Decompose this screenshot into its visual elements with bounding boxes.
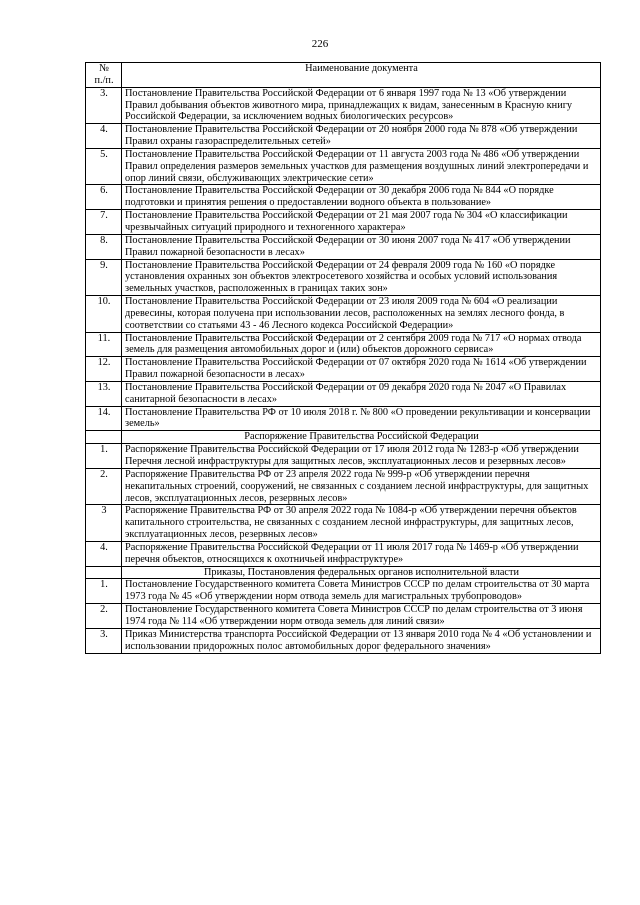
row-number: 2. bbox=[86, 604, 122, 629]
column-header-title: Наименование документа bbox=[122, 63, 601, 88]
section-empty-cell bbox=[86, 431, 122, 444]
document-name: Постановление Правительства Российской Федерации от 09 декабря 2020 года № 2047 «О Правилах санитарной безопасности в лесах» bbox=[122, 381, 601, 406]
column-header-number-label: № п./п. bbox=[94, 63, 114, 86]
group3-body bbox=[86, 579, 601, 653]
row-number: 1. bbox=[86, 444, 122, 469]
document-name: Постановление Государственного комитета Совета Министров СССР по делам строительства от 30 марта 1973 года № 45 «Об утверждении норм отвода земель для магистральных трубопроводов» bbox=[122, 579, 601, 604]
row-number: 6. bbox=[86, 185, 122, 210]
row-number: 7. bbox=[86, 210, 122, 235]
row-number: 9. bbox=[86, 259, 122, 296]
section-empty-cell bbox=[86, 566, 122, 579]
document-name: Постановление Правительства Российской Федерации от 23 июля 2009 года № 604 «О реализации древесины, которая получена при использовании лесов, расположенных на землях лесного фонда, в соответствии со статьями 43 - 46 Лесного кодекса Российской Федерации» bbox=[122, 296, 601, 333]
column-header-number bbox=[86, 63, 122, 88]
row-number: 13. bbox=[86, 381, 122, 406]
row-number: 12. bbox=[86, 357, 122, 382]
table-row bbox=[86, 332, 601, 357]
page-number: 226 bbox=[311, 38, 329, 50]
section2-heading-body bbox=[86, 431, 601, 444]
document-name: Постановление Правительства Российской Федерации от 30 декабря 2006 года № 844 «О порядке подготовки и принятия решения о предоставлении водного объекта в пользование» bbox=[122, 185, 601, 210]
table-row bbox=[86, 259, 601, 296]
document-name: Постановление Правительства Российской Федерации от 21 мая 2007 года № 304 «О классификации чрезвычайных ситуаций природного и техногенного характера» bbox=[122, 210, 601, 235]
table-row bbox=[86, 234, 601, 259]
table-header-row bbox=[86, 63, 601, 88]
document-name: Распоряжение Правительства РФ от 23 апреля 2022 года № 999-р «Об утверждении перечня некапитальных строений, сооружений, не связанных с созданием лесной инфраструктуры, для защитных лесов, эксплуатационных лесов, резервных лесов» bbox=[122, 468, 601, 505]
table-row bbox=[86, 406, 601, 431]
row-number: 5. bbox=[86, 148, 122, 185]
row-number: 2. bbox=[86, 468, 122, 505]
section-title: Приказы, Постановления федеральных органов исполнительной власти bbox=[122, 566, 601, 579]
row-number: 3. bbox=[86, 87, 122, 124]
document-name: Распоряжение Правительства РФ от 30 апреля 2022 года № 1084-р «Об утверждении перечня объектов капитального строительства, не связанных с созданием лесной инфраструктуры, для защитных лесов, эксплуатационных лесов, резервных лесов» bbox=[122, 505, 601, 542]
document-name: Постановление Правительства Российской Федерации от 6 января 1997 года № 13 «Об утверждении Правил добывания объектов животного мира, принадлежащих к видам, занесенным в Красную книгу Российской Федерации, за исключением водных биологических ресурсов» bbox=[122, 87, 601, 124]
row-number: 4. bbox=[86, 124, 122, 149]
row-number: 10. bbox=[86, 296, 122, 333]
table-row bbox=[86, 87, 601, 124]
table-row bbox=[86, 148, 601, 185]
table-row bbox=[86, 381, 601, 406]
table-row bbox=[86, 628, 601, 653]
table-row bbox=[86, 296, 601, 333]
group2-body bbox=[86, 444, 601, 566]
table-row bbox=[86, 604, 601, 629]
document-name: Приказ Министерства транспорта Российской Федерации от 13 января 2010 года № 4 «Об установлении и использовании придорожных полос автомобильных дорог федерального значения» bbox=[122, 628, 601, 653]
document-name: Постановление Государственного комитета Совета Министров СССР по делам строительства от 3 июня 1974 года № 114 «Об утверждении норм отвода земель для линий связи» bbox=[122, 604, 601, 629]
section-row bbox=[86, 431, 601, 444]
document-name: Постановление Правительства Российской Федерации от 20 ноября 2000 года № 878 «Об утверждении Правил охраны газораспределительных сетей» bbox=[122, 124, 601, 149]
document-name: Постановление Правительства Российской Федерации от 30 июня 2007 года № 417 «Об утверждении Правил пожарной безопасности в лесах» bbox=[122, 234, 601, 259]
row-number: 3 bbox=[86, 505, 122, 542]
row-number: 14. bbox=[86, 406, 122, 431]
document-name: Постановление Правительства РФ от 10 июля 2018 г. № 800 «О проведении рекультивации и консервации земель» bbox=[122, 406, 601, 431]
row-number: 3. bbox=[86, 628, 122, 653]
table-row bbox=[86, 541, 601, 566]
group1-body bbox=[86, 87, 601, 431]
document-name: Постановление Правительства Российской Федерации от 07 октября 2020 года № 1614 «Об утверждении Правил пожарной безопасности в лесах» bbox=[122, 357, 601, 382]
row-number: 11. bbox=[86, 332, 122, 357]
section-row bbox=[86, 566, 601, 579]
table-row bbox=[86, 124, 601, 149]
table-row bbox=[86, 579, 601, 604]
row-number: 1. bbox=[86, 579, 122, 604]
table-row bbox=[86, 357, 601, 382]
section3-heading-body bbox=[86, 566, 601, 579]
document-name: Постановление Правительства Российской Федерации от 24 февраля 2009 года № 160 «О порядке установления охранных зон объектов электросетевого хозяйства и особых условий использования земельных участков, расположенных в границах таких зон» bbox=[122, 259, 601, 296]
document-name: Постановление Правительства Российской Федерации от 2 сентября 2009 года № 717 «О нормах отвода земель для размещения автомобильных дорог и (или) объектов дорожного сервиса» bbox=[122, 332, 601, 357]
document-name: Распоряжение Правительства Российской Федерации от 11 июля 2017 года № 1469-р «Об утверждении перечня объектов, относящихся к охотничьей инфраструктуре» bbox=[122, 541, 601, 566]
row-number: 4. bbox=[86, 541, 122, 566]
table-row bbox=[86, 185, 601, 210]
section-title: Распоряжение Правительства Российской Федерации bbox=[122, 431, 601, 444]
row-number: 8. bbox=[86, 234, 122, 259]
table-row bbox=[86, 505, 601, 542]
document-name: Распоряжение Правительства Российской Федерации от 17 июля 2012 года № 1283-р «Об утверждении Перечня лесной инфраструктуры для защитных лесов, эксплуатационных лесов и резервных лесов» bbox=[122, 444, 601, 469]
table-row bbox=[86, 210, 601, 235]
document-name: Постановление Правительства Российской Федерации от 11 августа 2003 года № 486 «Об утверждении Правил определения размеров земельных участков для размещения воздушных линий электропередачи и опор линий связи, обслуживающих электрические сети» bbox=[122, 148, 601, 185]
documents-table bbox=[85, 62, 601, 654]
table-row bbox=[86, 468, 601, 505]
table-row bbox=[86, 444, 601, 469]
